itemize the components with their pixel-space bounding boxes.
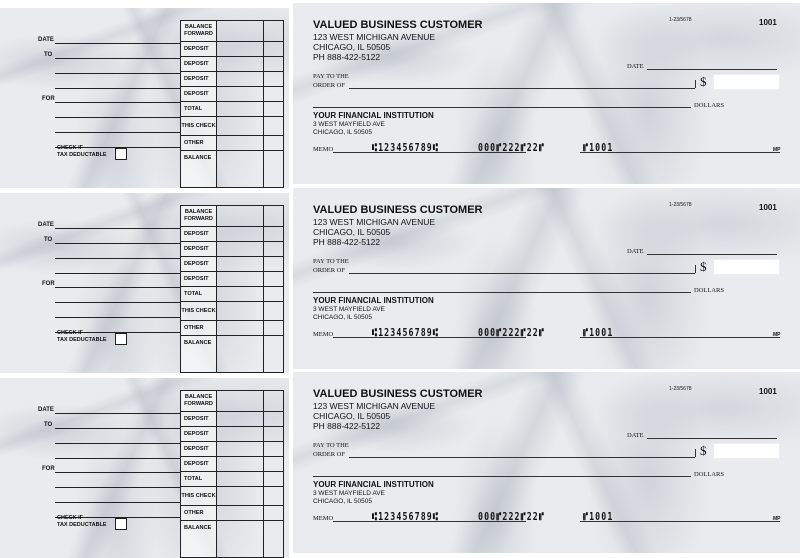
dollars-label: DOLLARS bbox=[694, 471, 724, 478]
deposit-amount[interactable] bbox=[217, 442, 264, 457]
micr-check-number: ⑈1001 bbox=[583, 141, 614, 154]
payee-line[interactable] bbox=[349, 88, 695, 89]
deposit-label: DEPOSIT bbox=[181, 457, 217, 472]
table-row bbox=[181, 302, 284, 321]
deposit-label: DEPOSIT bbox=[181, 257, 217, 272]
deposit-cents[interactable] bbox=[264, 272, 284, 287]
balance-forward-cents[interactable] bbox=[264, 21, 284, 42]
micr-check-number: ⑈1001 bbox=[583, 510, 614, 523]
mp-label: MP bbox=[773, 516, 781, 522]
table-row bbox=[181, 227, 284, 242]
table-row bbox=[181, 336, 284, 373]
stub-for-line[interactable] bbox=[55, 472, 180, 473]
this-check-label: THIS CHECK bbox=[181, 302, 217, 321]
stub-date-label: DATE bbox=[38, 407, 54, 413]
stub-to-label: TO bbox=[44, 422, 53, 428]
customer-address-line2: CHICAGO, IL 50505 bbox=[313, 411, 391, 421]
table-row bbox=[181, 87, 284, 102]
other-cents[interactable] bbox=[264, 506, 284, 521]
deposit-amount[interactable] bbox=[217, 412, 264, 427]
table-row bbox=[181, 521, 284, 558]
other-amount[interactable] bbox=[217, 321, 264, 336]
balance-cents[interactable] bbox=[264, 336, 284, 373]
balance-forward-amount[interactable] bbox=[217, 21, 264, 42]
micr-routing: ⑆123456789⑆ bbox=[372, 141, 439, 154]
deposit-cents[interactable] bbox=[264, 42, 284, 57]
balance-cents[interactable] bbox=[264, 151, 284, 188]
customer-phone: PH 888-422-5122 bbox=[313, 237, 381, 247]
table-row bbox=[181, 272, 284, 287]
stub-for-label: FOR bbox=[42, 96, 55, 102]
tax-deductable-label bbox=[57, 145, 107, 159]
check bbox=[293, 188, 800, 369]
mp-label: MP bbox=[773, 147, 781, 153]
deposit-label: DEPOSIT bbox=[181, 442, 217, 457]
table-row bbox=[181, 21, 284, 42]
stub-for-label: FOR bbox=[42, 466, 55, 472]
stub-to-label: TO bbox=[44, 237, 53, 243]
other-amount[interactable] bbox=[217, 506, 264, 521]
stub-to-line-2[interactable] bbox=[55, 443, 180, 444]
table-row bbox=[181, 412, 284, 427]
table-row bbox=[181, 117, 284, 136]
deposit-label: DEPOSIT bbox=[181, 57, 217, 72]
tax-deductable-checkbox[interactable] bbox=[115, 333, 127, 345]
stub-register-table bbox=[180, 205, 284, 373]
payee-line[interactable] bbox=[349, 273, 695, 274]
check bbox=[293, 372, 800, 553]
deposit-amount[interactable] bbox=[217, 227, 264, 242]
written-amount-line[interactable] bbox=[313, 476, 691, 477]
check-stub bbox=[0, 8, 289, 188]
total-label: TOTAL bbox=[181, 472, 217, 487]
deposit-cents[interactable] bbox=[264, 457, 284, 472]
this-check-amount[interactable] bbox=[217, 117, 264, 136]
bank-address-line1: 3 WEST MAYFIELD AVE bbox=[313, 121, 385, 128]
other-label: OTHER bbox=[181, 506, 217, 521]
customer-name: VALUED BUSINESS CUSTOMER bbox=[313, 19, 483, 31]
check-if-text: CHECK IF bbox=[57, 330, 83, 336]
date-line[interactable] bbox=[647, 254, 777, 255]
this-check-amount[interactable] bbox=[217, 302, 264, 321]
tax-deductable-text: TAX DEDUCTABLE bbox=[57, 522, 107, 528]
stub-for-line-3[interactable] bbox=[55, 502, 180, 503]
deposit-label: DEPOSIT bbox=[181, 87, 217, 102]
deposit-amount[interactable] bbox=[217, 242, 264, 257]
other-cents[interactable] bbox=[264, 321, 284, 336]
table-row bbox=[181, 72, 284, 87]
customer-address-line2: CHICAGO, IL 50505 bbox=[313, 42, 391, 52]
balance-forward-amount[interactable] bbox=[217, 391, 264, 412]
stub-to-line[interactable] bbox=[55, 58, 180, 59]
routing-fraction: 1-23/5678 bbox=[669, 386, 692, 392]
deposit-label: DEPOSIT bbox=[181, 227, 217, 242]
balance-amount[interactable] bbox=[217, 336, 264, 373]
date-label: DATE bbox=[627, 63, 644, 70]
table-row bbox=[181, 391, 284, 412]
deposit-amount[interactable] bbox=[217, 42, 264, 57]
tax-deductable-checkbox[interactable] bbox=[115, 148, 127, 160]
payee-line-end bbox=[695, 265, 696, 273]
table-row bbox=[181, 257, 284, 272]
date-line[interactable] bbox=[647, 438, 777, 439]
stub-for-line[interactable] bbox=[55, 287, 180, 288]
this-check-label: THIS CHECK bbox=[181, 117, 217, 136]
balance-label: BALANCE bbox=[181, 521, 217, 558]
date-line[interactable] bbox=[647, 69, 777, 70]
bank-address-line2: CHICAGO, IL 50505 bbox=[313, 314, 373, 321]
table-row bbox=[181, 427, 284, 442]
pay-to-label: PAY TO THE bbox=[313, 442, 349, 449]
stub-to-line[interactable] bbox=[55, 428, 180, 429]
table-row bbox=[181, 206, 284, 227]
order-of-label: ORDER OF bbox=[313, 267, 345, 274]
memo-label: MEMO bbox=[313, 515, 334, 522]
table-row bbox=[181, 136, 284, 151]
micr-check-number: ⑈1001 bbox=[583, 326, 614, 339]
balance-label: BALANCE bbox=[181, 336, 217, 373]
other-cents[interactable] bbox=[264, 136, 284, 151]
balance-forward-cents[interactable] bbox=[264, 206, 284, 227]
total-cents[interactable] bbox=[264, 472, 284, 487]
table-row bbox=[181, 42, 284, 57]
total-label: TOTAL bbox=[181, 102, 217, 117]
stub-date-line[interactable] bbox=[55, 43, 180, 44]
this-check-cents[interactable] bbox=[264, 117, 284, 136]
table-row bbox=[181, 487, 284, 506]
stub-to-line-2[interactable] bbox=[55, 73, 180, 74]
table-row bbox=[181, 506, 284, 521]
deposit-amount[interactable] bbox=[217, 457, 264, 472]
pay-to-label: PAY TO THE bbox=[313, 258, 349, 265]
amount-box[interactable] bbox=[713, 443, 780, 459]
balance-forward-amount[interactable] bbox=[217, 206, 264, 227]
dollar-sign: $ bbox=[700, 74, 707, 89]
other-amount[interactable] bbox=[217, 136, 264, 151]
deposit-cents[interactable] bbox=[264, 72, 284, 87]
deposit-label: DEPOSIT bbox=[181, 72, 217, 87]
bank-name: YOUR FINANCIAL INSTITUTION bbox=[313, 296, 434, 305]
balance-forward-label: BALANCE FORWARD bbox=[181, 391, 217, 412]
stub-date-label: DATE bbox=[38, 37, 54, 43]
check bbox=[293, 3, 800, 184]
table-row bbox=[181, 321, 284, 336]
check-number: 1001 bbox=[759, 387, 777, 396]
bank-address-line1: 3 WEST MAYFIELD AVE bbox=[313, 490, 385, 497]
stub-to-label: TO bbox=[44, 52, 53, 58]
stub-register-table bbox=[180, 390, 284, 558]
micr-routing: ⑆123456789⑆ bbox=[372, 510, 439, 523]
this-check-cents[interactable] bbox=[264, 487, 284, 506]
tax-deductable-text: TAX DEDUCTABLE bbox=[57, 152, 107, 158]
balance-forward-label: BALANCE FORWARD bbox=[181, 21, 217, 42]
bank-address-line1: 3 WEST MAYFIELD AVE bbox=[313, 306, 385, 313]
stub-for-line-3[interactable] bbox=[55, 317, 180, 318]
table-row bbox=[181, 102, 284, 117]
balance-forward-cents[interactable] bbox=[264, 391, 284, 412]
table-row bbox=[181, 472, 284, 487]
deposit-cents[interactable] bbox=[264, 427, 284, 442]
bank-address-line2: CHICAGO, IL 50505 bbox=[313, 498, 373, 505]
deposit-cents[interactable] bbox=[264, 257, 284, 272]
stub-to-line-3[interactable] bbox=[55, 273, 180, 274]
deposit-label: DEPOSIT bbox=[181, 427, 217, 442]
total-cents[interactable] bbox=[264, 287, 284, 302]
total-amount[interactable] bbox=[217, 102, 264, 117]
stub-to-line-3[interactable] bbox=[55, 88, 180, 89]
micr-account: 000⑈222⑈22⑈ bbox=[478, 141, 545, 154]
micr-account: 000⑈222⑈22⑈ bbox=[478, 326, 545, 339]
table-row bbox=[181, 242, 284, 257]
table-row bbox=[181, 442, 284, 457]
balance-label: BALANCE bbox=[181, 151, 217, 188]
date-label: DATE bbox=[627, 432, 644, 439]
payee-line-end bbox=[695, 449, 696, 457]
dollar-sign: $ bbox=[700, 443, 707, 458]
deposit-label: DEPOSIT bbox=[181, 272, 217, 287]
stub-register-table bbox=[180, 20, 284, 188]
check-number: 1001 bbox=[759, 203, 777, 212]
customer-phone: PH 888-422-5122 bbox=[313, 421, 381, 431]
other-label: OTHER bbox=[181, 321, 217, 336]
amount-box[interactable] bbox=[713, 74, 780, 90]
payee-line-end bbox=[695, 80, 696, 88]
check-if-text: CHECK IF bbox=[57, 515, 83, 521]
order-of-label: ORDER OF bbox=[313, 451, 345, 458]
deposit-cents[interactable] bbox=[264, 87, 284, 102]
routing-fraction: 1-23/5678 bbox=[669, 202, 692, 208]
micr-account: 000⑈222⑈22⑈ bbox=[478, 510, 545, 523]
customer-address-line1: 123 WEST MICHIGAN AVENUE bbox=[313, 401, 436, 411]
total-amount[interactable] bbox=[217, 287, 264, 302]
table-row bbox=[181, 287, 284, 302]
memo-label: MEMO bbox=[313, 146, 334, 153]
tax-deductable-checkbox[interactable] bbox=[115, 518, 127, 530]
stub-date-line[interactable] bbox=[55, 228, 180, 229]
customer-address-line2: CHICAGO, IL 50505 bbox=[313, 227, 391, 237]
check-stub bbox=[0, 193, 289, 373]
stub-to-line-2[interactable] bbox=[55, 258, 180, 259]
dollars-label: DOLLARS bbox=[694, 287, 724, 294]
customer-address-line1: 123 WEST MICHIGAN AVENUE bbox=[313, 217, 436, 227]
deposit-amount[interactable] bbox=[217, 427, 264, 442]
date-label: DATE bbox=[627, 248, 644, 255]
stub-date-line[interactable] bbox=[55, 413, 180, 414]
this-check-cents[interactable] bbox=[264, 302, 284, 321]
deposit-label: DEPOSIT bbox=[181, 42, 217, 57]
stub-to-line-3[interactable] bbox=[55, 458, 180, 459]
balance-cents[interactable] bbox=[264, 521, 284, 558]
stub-date-label: DATE bbox=[38, 222, 54, 228]
customer-name: VALUED BUSINESS CUSTOMER bbox=[313, 204, 483, 216]
table-row bbox=[181, 151, 284, 188]
deposit-amount[interactable] bbox=[217, 272, 264, 287]
stub-for-line-2[interactable] bbox=[55, 487, 180, 488]
deposit-cents[interactable] bbox=[264, 227, 284, 242]
stub-for-label: FOR bbox=[42, 281, 55, 287]
stub-for-line-2[interactable] bbox=[55, 302, 180, 303]
deposit-cents[interactable] bbox=[264, 412, 284, 427]
balance-forward-label: BALANCE FORWARD bbox=[181, 206, 217, 227]
stub-for-line-3[interactable] bbox=[55, 132, 180, 133]
tax-deductable-label bbox=[57, 515, 107, 529]
customer-phone: PH 888-422-5122 bbox=[313, 52, 381, 62]
deposit-label: DEPOSIT bbox=[181, 242, 217, 257]
written-amount-line[interactable] bbox=[313, 107, 691, 108]
deposit-label: DEPOSIT bbox=[181, 412, 217, 427]
dollars-label: DOLLARS bbox=[694, 102, 724, 109]
dollar-sign: $ bbox=[700, 259, 707, 274]
table-row bbox=[181, 457, 284, 472]
customer-address-line1: 123 WEST MICHIGAN AVENUE bbox=[313, 32, 436, 42]
deposit-amount[interactable] bbox=[217, 257, 264, 272]
other-label: OTHER bbox=[181, 136, 217, 151]
stub-for-line-2[interactable] bbox=[55, 117, 180, 118]
stub-for-line[interactable] bbox=[55, 102, 180, 103]
deposit-amount[interactable] bbox=[217, 72, 264, 87]
bank-name: YOUR FINANCIAL INSTITUTION bbox=[313, 480, 434, 489]
balance-amount[interactable] bbox=[217, 521, 264, 558]
memo-label: MEMO bbox=[313, 331, 334, 338]
balance-amount[interactable] bbox=[217, 151, 264, 188]
check-number: 1001 bbox=[759, 18, 777, 27]
this-check-amount[interactable] bbox=[217, 487, 264, 506]
deposit-cents[interactable] bbox=[264, 57, 284, 72]
written-amount-line[interactable] bbox=[313, 292, 691, 293]
tax-deductable-label bbox=[57, 330, 107, 344]
total-cents[interactable] bbox=[264, 102, 284, 117]
this-check-label: THIS CHECK bbox=[181, 487, 217, 506]
routing-fraction: 1-23/5678 bbox=[669, 17, 692, 23]
deposit-cents[interactable] bbox=[264, 242, 284, 257]
tax-deductable-text: TAX DEDUCTABLE bbox=[57, 337, 107, 343]
order-of-label: ORDER OF bbox=[313, 82, 345, 89]
customer-name: VALUED BUSINESS CUSTOMER bbox=[313, 388, 483, 400]
total-amount[interactable] bbox=[217, 472, 264, 487]
check-if-text: CHECK IF bbox=[57, 145, 83, 151]
bank-address-line2: CHICAGO, IL 50505 bbox=[313, 129, 373, 136]
stub-to-line[interactable] bbox=[55, 243, 180, 244]
pay-to-label: PAY TO THE bbox=[313, 73, 349, 80]
table-row bbox=[181, 57, 284, 72]
mp-label: MP bbox=[773, 332, 781, 338]
deposit-amount[interactable] bbox=[217, 87, 264, 102]
total-label: TOTAL bbox=[181, 287, 217, 302]
amount-box[interactable] bbox=[713, 259, 780, 275]
bank-name: YOUR FINANCIAL INSTITUTION bbox=[313, 111, 434, 120]
deposit-amount[interactable] bbox=[217, 57, 264, 72]
deposit-cents[interactable] bbox=[264, 442, 284, 457]
payee-line[interactable] bbox=[349, 457, 695, 458]
check-stub bbox=[0, 378, 289, 558]
micr-routing: ⑆123456789⑆ bbox=[372, 326, 439, 339]
